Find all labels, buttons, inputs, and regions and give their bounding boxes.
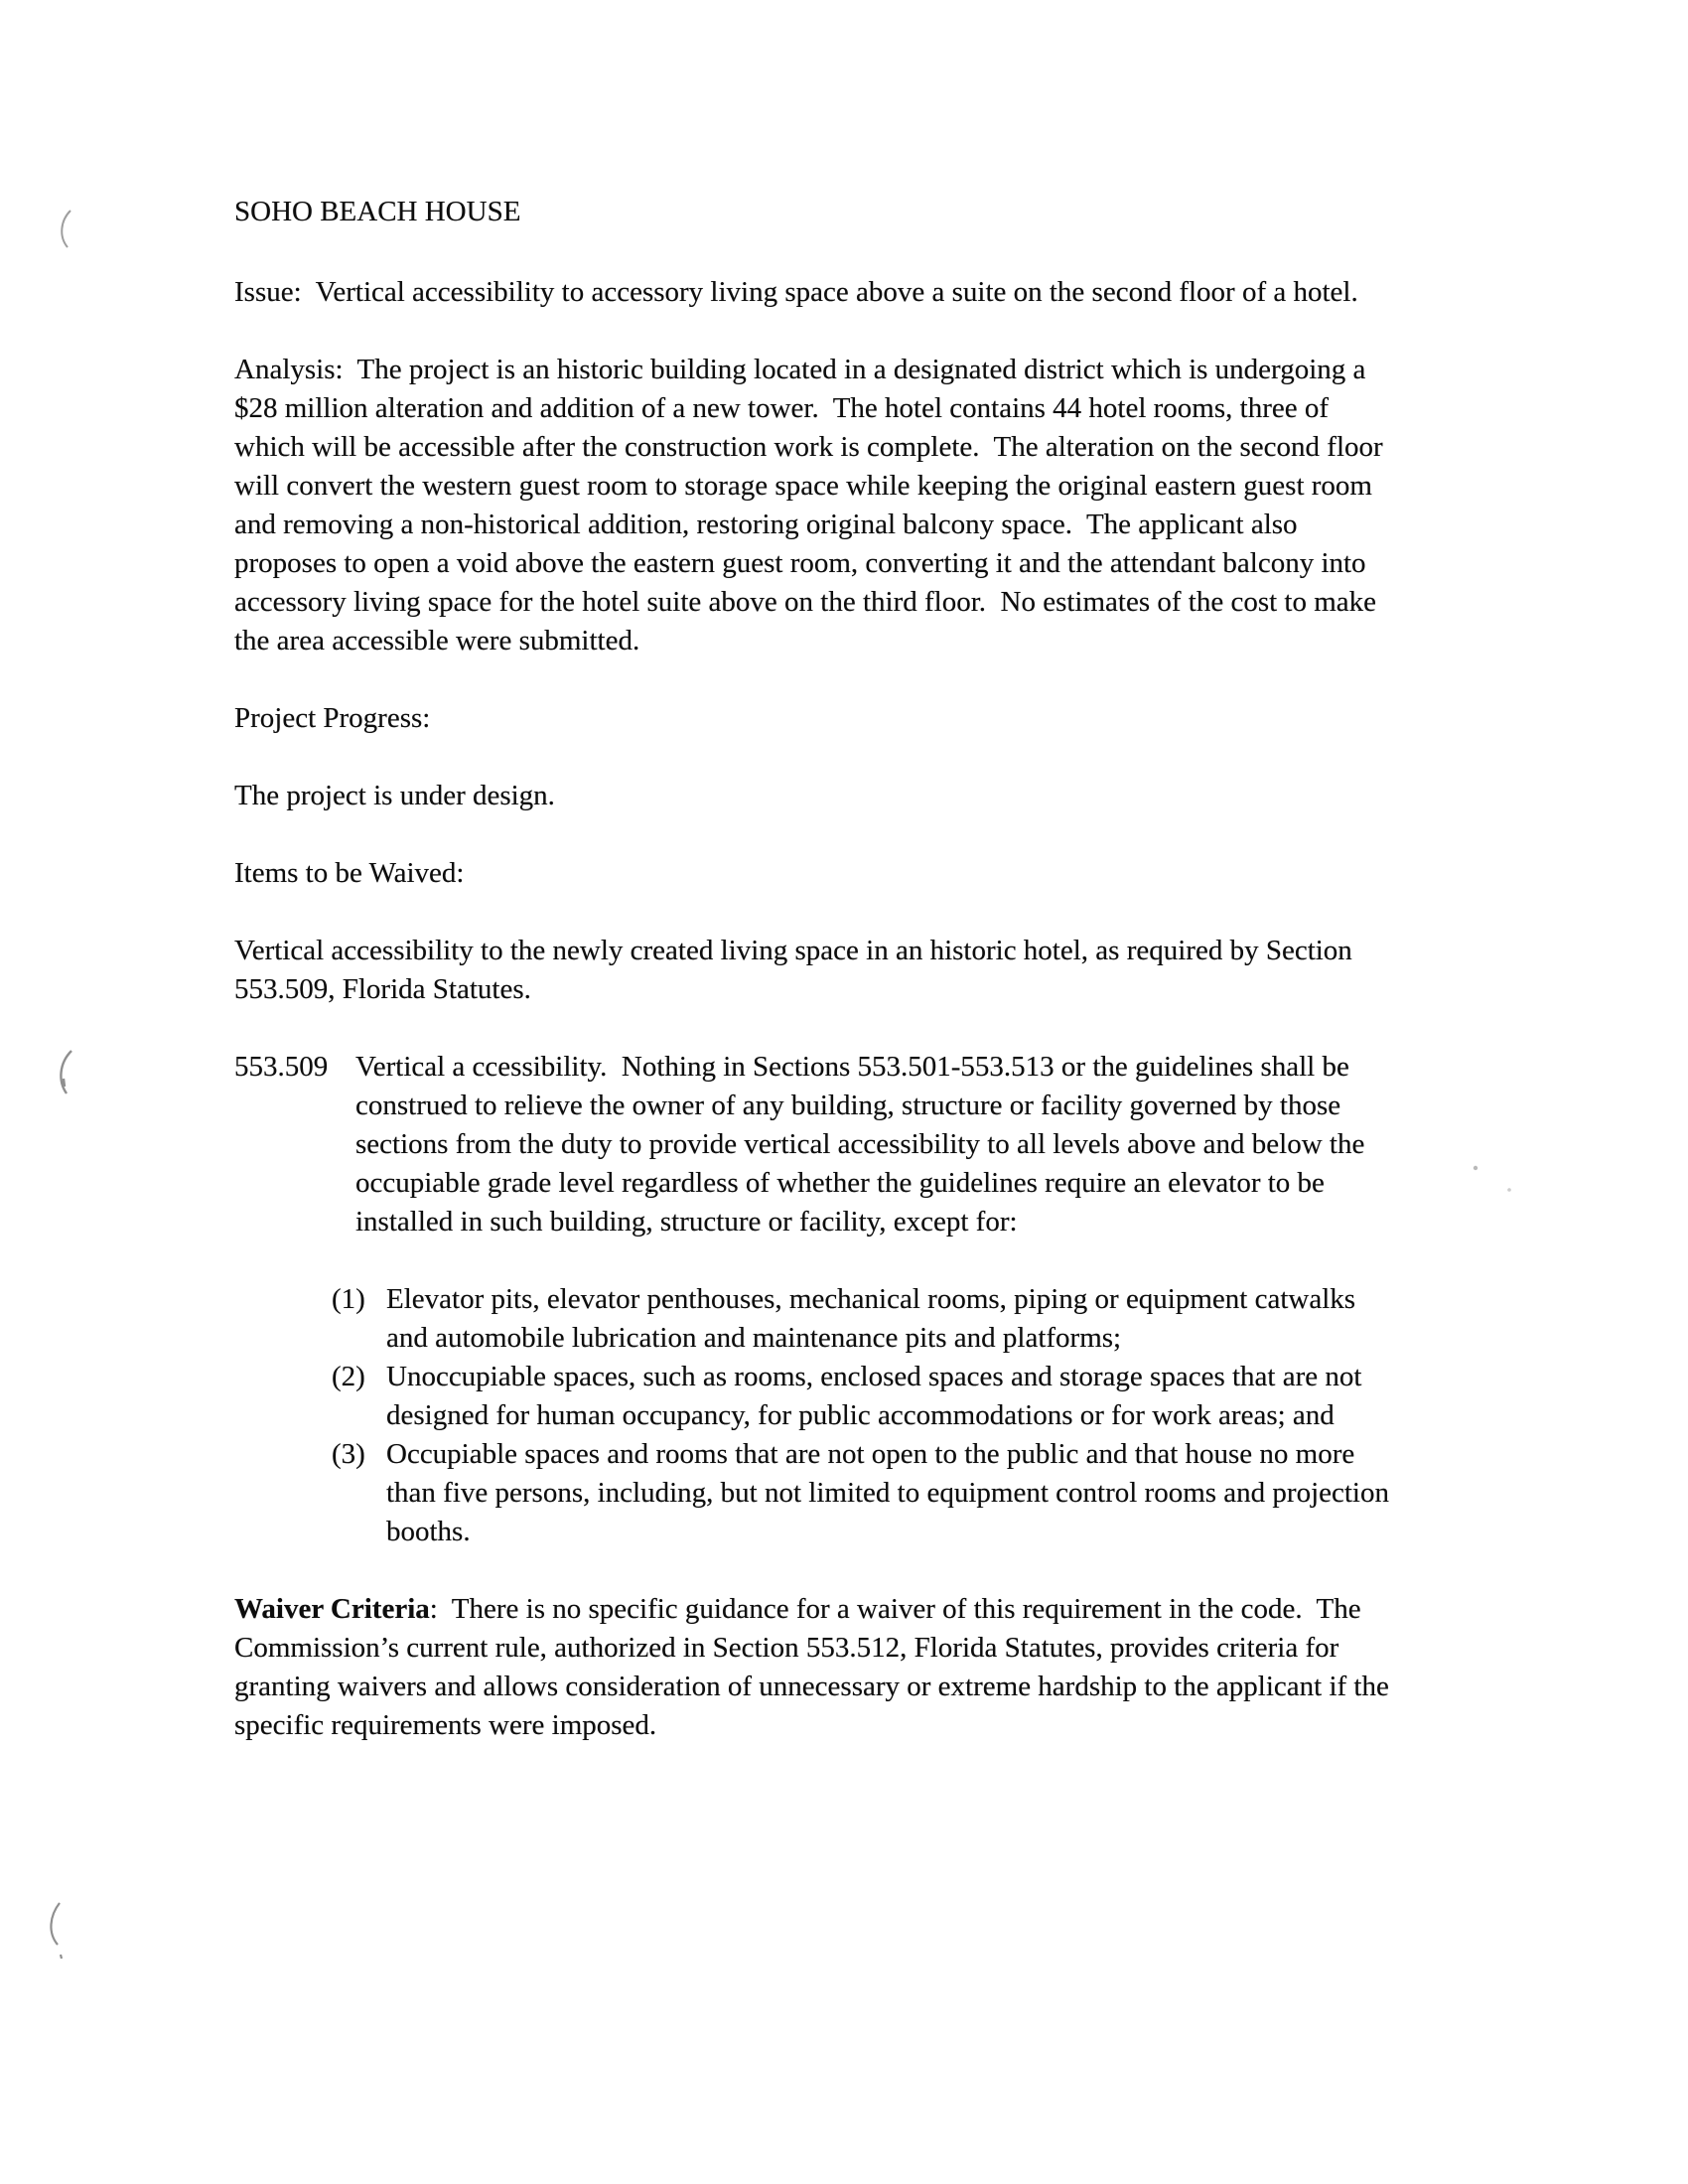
waiver-criteria-paragraph — [234, 1590, 1398, 1745]
waiver-criteria-body: : There is no specific guidance for a waiver of this requirement in the code. The Commission’s current rule, authorized in Section 553.512, Florida Statutes, provides criteria for granting waivers and allows consideration of unnecessary or extreme hardship to the applicant if the specific requirements were imposed. — [234, 1593, 1397, 1741]
exception-number: (2) — [332, 1361, 365, 1392]
issue-paragraph: Issue: Vertical accessibility to accessory living space above a suite on the second floor of a hotel. — [234, 276, 1358, 308]
exception-number: (3) — [332, 1438, 365, 1470]
exception-text: Unoccupiable spaces, such as rooms, enclosed spaces and storage spaces that are not designed for human occupancy, for public accommodations or for work areas; and — [386, 1361, 1369, 1431]
waiver-criteria-label: Waiver Criteria — [234, 1593, 430, 1625]
items-to-be-waived-heading: Items to be Waived: — [234, 857, 465, 889]
project-progress-heading: Project Progress: — [234, 702, 431, 734]
document-body — [234, 193, 1398, 1784]
project-progress-body: The project is under design. — [234, 780, 555, 811]
exception-item-1 — [332, 1280, 1398, 1358]
statute-553-509-paragraph — [234, 1048, 1398, 1241]
scan-artifact-top-left — [62, 211, 70, 247]
statute-exceptions-list — [332, 1280, 1398, 1551]
items-to-be-waived-body: Vertical accessibility to the newly created living space in an historic hotel, as required by Section 553.509, Florida Statutes. — [234, 935, 1360, 1005]
exception-item-3 — [332, 1435, 1398, 1551]
document-title: SOHO BEACH HOUSE — [234, 196, 521, 227]
scan-artifact-speck-1 — [1474, 1166, 1477, 1170]
statute-number: 553.509 — [234, 1051, 329, 1083]
exception-text: Elevator pits, elevator penthouses, mechanical rooms, piping or equipment catwalks and automobile lubrication and maintenance pits and platforms; — [386, 1283, 1363, 1354]
scan-artifact-mid-left — [61, 1051, 71, 1093]
exception-text: Occupiable spaces and rooms that are not open to the public and that house no more than five persons, including, but not limited to equipment control rooms and projection booths. — [386, 1438, 1397, 1547]
scan-artifact-bottom-left — [51, 1903, 62, 1959]
exception-number: (1) — [332, 1283, 365, 1315]
scan-artifact-speck-2 — [1507, 1188, 1511, 1192]
exception-item-2 — [332, 1358, 1398, 1435]
analysis-paragraph: Analysis: The project is an historic building located in a designated district which is undergoing a $28 million alteration and addition of a new tower. The hotel contains 44 hotel rooms, three of which will be accessible after the construction work is complete. The alteration on the second floor will convert the western guest room to storage space while keeping the original eastern guest room and removing a non-historical addition, restoring original balcony space. The applicant also proposes to open a void above the eastern guest room, converting it and the attendant balcony into accessory living space for the hotel suite above on the third floor. No estimates of the cost to make the area accessible were submitted. — [234, 354, 1390, 656]
statute-text: Vertical a ccessibility. Nothing in Sections 553.501-553.513 or the guidelines shall be construed to relieve the owner of any building, structure or facility governed by those sections from the duty to provide vertical accessibility to all levels above and below the occupiable grade level regardless of whether the guidelines require an elevator to be installed in such building, structure or facility, except for: — [355, 1051, 1372, 1238]
